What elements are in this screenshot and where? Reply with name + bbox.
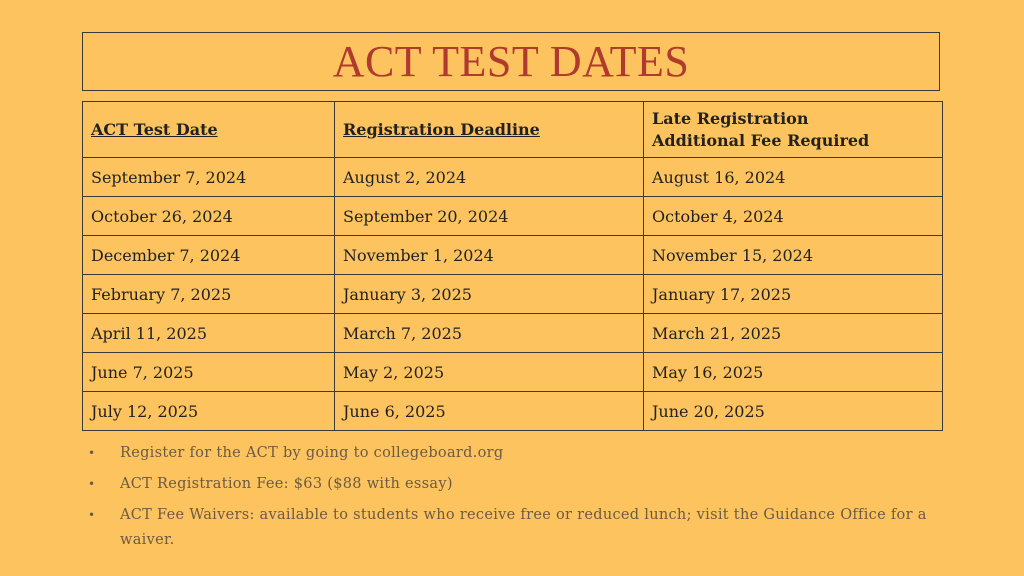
bullet-icon: • [88,446,96,460]
cell-registration-deadline: September 20, 2024 [335,197,644,236]
cell-late-registration: January 17, 2025 [644,275,943,314]
cell-late-registration: May 16, 2025 [644,353,943,392]
header-late-registration: Late Registration Additional Fee Required [644,102,943,158]
note-text: ACT Registration Fee: $63 ($88 with essay) [120,476,453,492]
cell-registration-deadline: March 7, 2025 [335,314,644,353]
header-act-test-date: ACT Test Date [83,102,335,158]
note-text: Register for the ACT by going to collegeboard.org [120,445,504,461]
cell-test-date: July 12, 2025 [83,392,335,431]
cell-late-registration: November 15, 2024 [644,236,943,275]
cell-registration-deadline: January 3, 2025 [335,275,644,314]
notes-list [88,441,948,559]
note-text: ACT Fee Waivers: available to students who receive free or reduced lunch; visit the Guidance Office for a waiver. [120,507,927,548]
cell-test-date: February 7, 2025 [83,275,335,314]
table-row [83,236,943,275]
cell-late-registration: March 21, 2025 [644,314,943,353]
table-row [83,353,943,392]
cell-test-date: October 26, 2024 [83,197,335,236]
cell-registration-deadline: May 2, 2025 [335,353,644,392]
note-register-link [88,441,948,466]
table-header-row [83,102,943,158]
cell-registration-deadline: November 1, 2024 [335,236,644,275]
table-row [83,158,943,197]
cell-test-date: April 11, 2025 [83,314,335,353]
table-row [83,314,943,353]
table-row [83,392,943,431]
cell-test-date: December 7, 2024 [83,236,335,275]
note-registration-fee [88,472,948,497]
test-dates-table [82,101,943,431]
header-registration-deadline: Registration Deadline [335,102,644,158]
table-row [83,275,943,314]
bullet-icon: • [88,508,96,522]
cell-late-registration: June 20, 2025 [644,392,943,431]
bullet-icon: • [88,477,96,491]
cell-test-date: June 7, 2025 [83,353,335,392]
title-box [82,32,940,91]
table-row [83,197,943,236]
cell-test-date: September 7, 2024 [83,158,335,197]
page-title: ACT TEST DATES [332,37,690,86]
cell-registration-deadline: August 2, 2024 [335,158,644,197]
note-fee-waivers [88,503,948,553]
cell-registration-deadline: June 6, 2025 [335,392,644,431]
cell-late-registration: August 16, 2024 [644,158,943,197]
cell-late-registration: October 4, 2024 [644,197,943,236]
